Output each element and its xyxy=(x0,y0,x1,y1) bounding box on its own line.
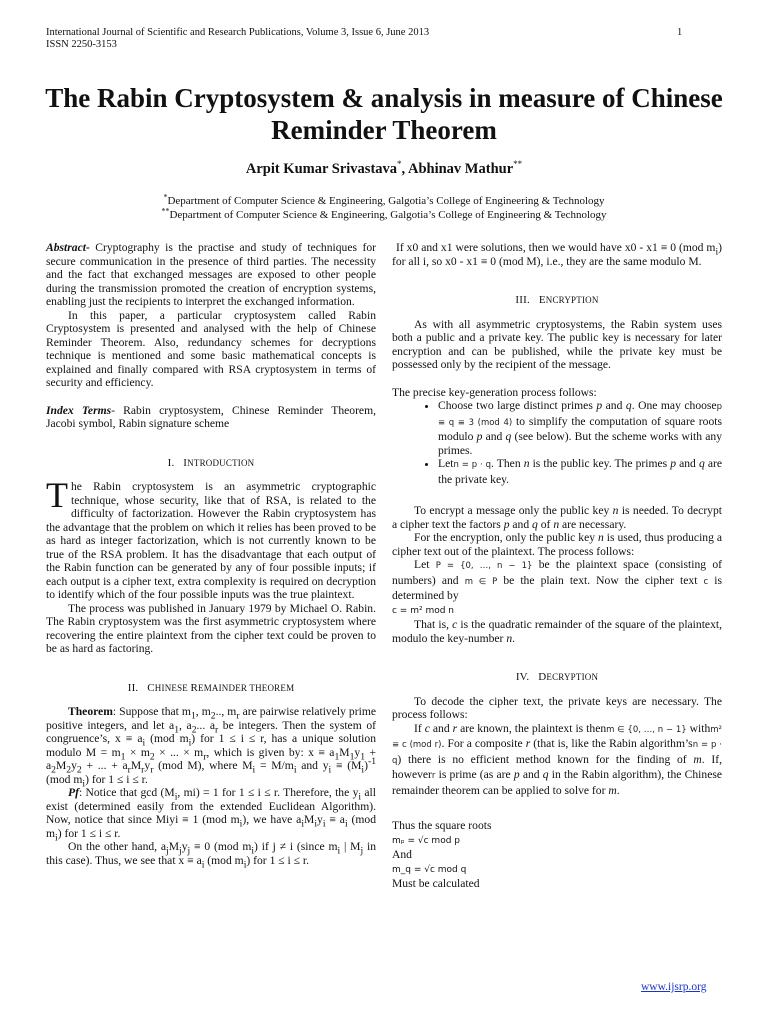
intro-paragraph-1 xyxy=(46,475,376,602)
decrypt-paragraph-2: If c and r are known, the plaintext is thenm ∈ {0, …, n − 1} withm² ≡ c (mod r). For a composite r (that is, like the Rabin algorithm’sn = p · q) there is no efficient method known for the finding of m. If, howeverr is prime (as are p and q in the Rabin algorithm), the Chinese remainder theorem can be applied to solve for m. xyxy=(392,721,723,797)
intro-paragraph-2: The process was published in January 1979 by Michael O. Rabin. The Rabin cryptosystem was the first asymmetric cryptosystem where recovering the entire plaintext from the cipher text could be proven to be as hard as factoring. xyxy=(46,601,376,655)
running-header xyxy=(46,27,429,51)
index-terms xyxy=(46,404,376,431)
issn-line: ISSN 2250-3153 xyxy=(46,39,117,50)
index-terms-text: - Rabin cryptosystem, Chinese Reminder Theorem, Jacobi symbol, Rabin signature scheme xyxy=(46,403,376,430)
drop-cap: T xyxy=(46,475,68,515)
formula: c xyxy=(703,576,709,587)
heading-rest: HINESE xyxy=(154,682,191,693)
author-2: Abhinav Mathur xyxy=(407,161,514,177)
proof-paragraph: Pf: Notice that $\gcd (M_i$, mi) = 1 for 1 ≤ i ≤ r. Therefore, the $y_i$ all exist (determined easily from the extended Euclidean Algorithm). Now, notice that since Miyi ≡ 1 (mod $m_i$), we have $a_iM_iy_i \equiv a_i$ (mod $m_i$) for 1 ≤ i ≤ r. xyxy=(46,786,376,843)
author-1-mark: * xyxy=(397,159,402,170)
heading-cap: I xyxy=(183,456,188,469)
intro-text: he Rabin cryptosystem is an asymmetric cryptographic technique, whose security, like that of RSA, is related to the difficulty of factorization. However the Rabin cryptosystem has the advantage that the problem on which it relies has been proved to be as hard as integer factorization, which is not currently known to be true of the RSA problem. It has the disadvantage that each output of the Rabin function can be generated by any of four possible inputs; if each output is a cipher text, extra complexity is required on decryption to identify which of the four possible inputs was the true plaintext. xyxy=(46,480,376,601)
journal-line: International Journal of Scientific and Research Publications, Volume 3, Issue 6, June 2013 xyxy=(46,27,430,38)
proof-paragraph-2: On the other hand, $a_jM_jy_j \equiv 0$ (mod $m_i$) if j ≠ i (since $m_i$ | $M_j$ in this case). Thus, we see that $x \equiv a_i$ (mod $m_i$) for 1 ≤ i ≤ r. xyxy=(46,840,376,870)
encrypt-paragraph-3: Let P = {0, …, n − 1} be the plaintext space (consisting of numbers) and m ∈ P be the plain text. Now the cipher text c is determined by xyxy=(392,558,723,602)
section-heading-introduction xyxy=(46,457,376,471)
abstract-label: Abstract- xyxy=(46,241,90,254)
heading-cap: D xyxy=(538,671,547,683)
decrypt-paragraph-1: To decode the cipher text, the private keys are necessary. The process follows: xyxy=(392,694,722,721)
square-roots-line: Thus the square roots xyxy=(392,819,492,832)
uniqueness-paragraph: If x0 and x1 were solutions, then we would have x0 - x1 ≡ 0 (mod $m_i$) for all i, so x0 - x1 ≡ 0 (mod M), i.e., they are the same modulo M. xyxy=(392,241,722,268)
affiliation-mark: * xyxy=(163,192,168,202)
formula: m_q = √c mod q xyxy=(392,864,467,875)
section-heading-encryption xyxy=(392,294,722,308)
formula-line xyxy=(392,833,722,849)
list-item: • Letn = p · q. Then n is the public key. The primes p and q are the private key. xyxy=(438,457,722,486)
affiliation-mark: ** xyxy=(161,206,170,216)
formula: c = m² mod n xyxy=(392,605,454,616)
cipher-formula-line xyxy=(392,603,722,619)
encrypt-paragraph-4: That is, c is the quadratic remainder of the square of the plaintext, modulo the key-number n. xyxy=(392,618,722,645)
section-number: II. xyxy=(127,681,139,694)
section-heading-decryption xyxy=(392,671,722,685)
proof-label: Pf xyxy=(68,786,79,799)
section-number: I. xyxy=(167,456,175,469)
index-terms-label: Index Terms xyxy=(46,403,112,417)
list-item: • Choose two large distinct primes p and q. One may choosep ≡ q ≡ 3 (mod 4) to simplify the computation of square roots modulo p and q (see below). But the scheme works with any primes. xyxy=(438,399,722,457)
section-heading-crt xyxy=(46,682,376,696)
formula: m ∈ {0, …, n − 1} xyxy=(606,724,687,735)
left-column xyxy=(46,241,377,870)
encrypt-paragraph-2: For the encryption, only the public key n is used, thus producing a cipher text out of the plaintext. The process follows: xyxy=(392,531,723,558)
heading-cap: C xyxy=(147,681,155,694)
journal-website-link[interactable]: www.ijsrp.org xyxy=(641,981,707,993)
must-be-calculated-line: Must be calculated xyxy=(392,877,480,890)
paper-title: The Rabin Cryptosystem & analysis in measure of Chinese Reminder Theorem xyxy=(45,83,723,145)
theorem-label: Theorem xyxy=(68,705,113,718)
formula: n = p · q xyxy=(392,740,723,766)
encryption-intro: As with all asymmetric cryptosystems, the Rabin system uses both a public and a private key. The public key is necessary for later encryption and can be published, while the private key must be possessed only by the recipient of the message. xyxy=(392,317,722,371)
page-number: 1 xyxy=(677,27,683,38)
keygen-list xyxy=(392,399,722,486)
section-number: III. xyxy=(515,294,530,306)
formula-line xyxy=(392,862,722,878)
author-2-mark: ** xyxy=(513,159,523,170)
heading-cap: R xyxy=(190,681,198,694)
affiliation-text: Department of Computer Science & Engineering, Galgotia’s College of Engineering & Technology xyxy=(167,195,605,207)
right-column xyxy=(392,241,722,891)
abstract-paragraph-2: In this paper, a particular cryptosystem called Rabin Cryptosystem is presented and analysed with the help of Chinese Reminder Theorem. Also, redundancy schemes for decryptions technique is mentioned and some basic mathematical concepts is explained and finally compared with RSA cryptosystem in terms of security and efficiency. xyxy=(46,308,376,389)
abstract-text: Cryptography is the practise and study of techniques for secure communication in the presence of third parties. The necessity and the fact that exchanged messages are exposed to other people during the transmission promoted the creation of encryption systems, enabling just the recipients to interpret the exchanged information. xyxy=(46,241,376,308)
and-line: And xyxy=(392,848,412,861)
formula: mₚ = √c mod p xyxy=(392,835,460,846)
formula: r xyxy=(431,771,436,781)
affiliation-2 xyxy=(0,206,768,221)
formula: n = p · q xyxy=(453,460,492,470)
section-number: IV. xyxy=(515,671,530,683)
author-line xyxy=(0,161,768,178)
encrypt-paragraph-1: To encrypt a message only the public key n is needed. To decrypt a cipher text the factors p and q of n are necessary. xyxy=(392,504,722,531)
formula: m ∈ P xyxy=(464,576,498,587)
heading-rest: NCRYPTION xyxy=(545,295,599,305)
formula: m² ≡ c (mod r) xyxy=(392,724,722,750)
author-separator: , xyxy=(401,161,408,177)
heading-cap: E xyxy=(538,294,546,306)
heading-rest: NTRODUCTION xyxy=(187,457,255,468)
heading-rest: EMAINDER THEOREM xyxy=(198,682,295,693)
formula: P = {0, …, n − 1} xyxy=(435,561,533,571)
heading-rest: ECRYPTION xyxy=(546,672,599,682)
theorem-paragraph: Theorem: Suppose that $m_1$, $m_2$.., $m_r$ are pairwise relatively prime positive integers, and let $a_1$, $a_2$... $a_r$ be integers. Then the system of congruence’s, $x \equiv a_i$ (mod $m_i$) for 1 ≤ i ≤ r, has a unique solution modulo $M = m_1 \times m_2$ × ... × $m_r$, which is given by: $x \equiv a_1M_1y_1 + a_2M_2y_2$ + ... + $a_rM_ry_r$ (mod M), where $M_i = M/m_i$ and $y_i \equiv (M_i)^{-1}$ (mod $m_i$) for 1 ≤ i ≤ r. xyxy=(46,705,377,789)
abstract-paragraph xyxy=(46,241,376,309)
keygen-intro: The precise key-generation process follows: xyxy=(392,385,597,399)
formula: p ≡ q ≡ 3 (mod 4) xyxy=(438,402,722,428)
affiliation-1 xyxy=(0,192,768,207)
affiliation-text: Department of Computer Science & Engineering, Galgotia’s College of Engineering & Technology xyxy=(169,209,607,221)
author-1: Arpit Kumar Srivastava xyxy=(245,161,398,177)
